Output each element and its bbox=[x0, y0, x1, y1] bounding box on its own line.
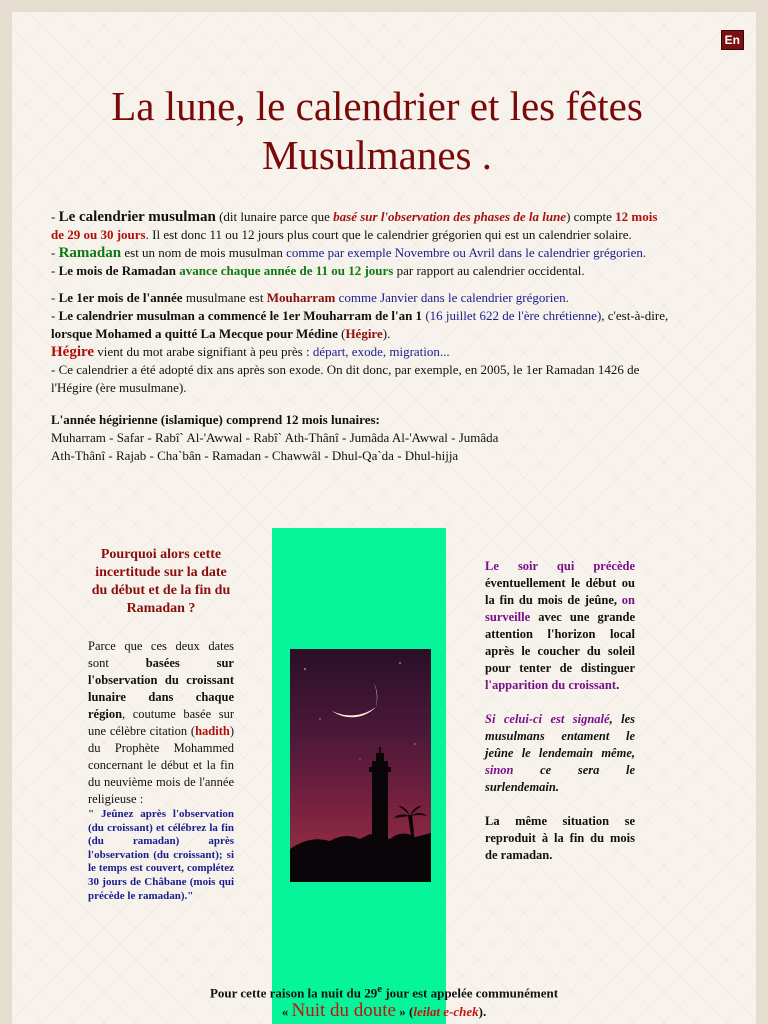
intro-text bbox=[51, 208, 669, 465]
months-heading: L'année hégirienne (islamique) comprend 12 mois lunaires: bbox=[51, 412, 380, 427]
term-first-month: Le 1er mois de l'année bbox=[58, 290, 183, 305]
page bbox=[12, 12, 756, 1024]
text: ). bbox=[382, 326, 391, 341]
term-hegire: Hégire bbox=[51, 344, 95, 360]
emphasis-lunar: basé sur l'observation des phases de la lune bbox=[333, 209, 567, 224]
text: jour est appelée communément bbox=[382, 985, 559, 1001]
advance-text: avance chaque année de 11 ou 12 jours bbox=[179, 263, 394, 278]
highlight: sinon bbox=[485, 763, 514, 777]
basis-text: basées sur l'observation du croissant lunaire dans chaque région bbox=[88, 656, 234, 721]
text: , coutume basée sur une célèbre citation ( bbox=[88, 707, 234, 738]
image-panel bbox=[272, 528, 446, 1024]
text: vient du mot arabe signifiant à peu près : bbox=[94, 344, 313, 359]
hadith-quote: " Jeûnez après l'observation (du croissant) et célébrez la fin (du ramadan) après l'observation (du croissant); si le temps est couvert, complétez 30 jours de Châbane (mois qui précède le ramadan)." bbox=[88, 808, 234, 902]
text: Pour cette raison la nuit du 29 bbox=[209, 985, 378, 1001]
minaret-silhouette-icon bbox=[290, 747, 431, 882]
text: , c'est-à-dire, bbox=[601, 308, 669, 323]
paragraph-advance bbox=[51, 262, 669, 280]
crescent-moon-minaret-image bbox=[290, 649, 431, 882]
question-heading: Pourquoi alors cette incertitude sur la date du début et de la fin du Ramadan ? bbox=[91, 547, 231, 616]
dash: - bbox=[51, 308, 59, 323]
crescent-icon bbox=[332, 707, 376, 717]
departure-text: lorsque Mohamed a quitté La Mecque pour Médine bbox=[51, 326, 338, 341]
language-english-button[interactable]: En bbox=[721, 30, 744, 50]
text: par rapport au calendrier occidental. bbox=[393, 263, 585, 278]
highlight: on surveille bbox=[485, 593, 635, 624]
dash: - bbox=[51, 245, 59, 260]
date-text: (16 juillet 622 de l'ère chrétienne) bbox=[425, 308, 602, 323]
dash: - bbox=[51, 263, 59, 278]
explanation-text bbox=[88, 638, 234, 808]
highlight: l'apparition du croissant bbox=[485, 678, 617, 692]
signal-paragraph bbox=[485, 711, 635, 796]
paragraph-calendar bbox=[51, 208, 669, 244]
months-list: Muharram - Safar - Rabî` Al-'Awwal - Rabî` Ath-Thânî - Jumâda Al-'Awwal - Jumâda Ath-Thânî - Rajab - Cha`bân - Ramadan - Chawwâl - Dhul-Qa`da - Dhul-hijja bbox=[51, 430, 499, 463]
text: . bbox=[616, 678, 620, 692]
term-ramadan: Ramadan bbox=[58, 245, 122, 261]
text: musulmane est bbox=[182, 290, 267, 305]
nuit-du-doute: Nuit du doute bbox=[291, 1000, 396, 1022]
left-column bbox=[88, 546, 234, 903]
text: « bbox=[281, 1004, 292, 1020]
paragraph-start bbox=[51, 307, 669, 343]
evening-paragraph bbox=[485, 558, 635, 694]
highlight: Si celui-ci est signalé bbox=[485, 712, 610, 726]
text: (dit lunaire parce que bbox=[215, 209, 334, 224]
footer-line-2 bbox=[12, 1002, 756, 1021]
text: ) du Prophète Mohammed concernant le début et la fin du neuvième mois de l'année religieuse : bbox=[88, 724, 234, 806]
text: . Il est donc 11 ou 12 jours plus court que le calendrier grégorien qui est un calendrier solaire. bbox=[145, 227, 632, 242]
text: ) compte bbox=[566, 209, 616, 224]
page-title: La lune, le calendrier et les fêtes Musulmanes . bbox=[111, 83, 643, 178]
dash: - bbox=[51, 290, 59, 305]
text: ce sera le surlendemain. bbox=[485, 763, 635, 794]
start-text: Le calendrier musulman a commencé le 1er Mouharram de l'an 1 bbox=[58, 308, 423, 323]
crescent-minaret-illustration bbox=[290, 649, 431, 882]
text: éventuellement le début ou la fin du mois de jeûne, bbox=[485, 576, 635, 607]
meaning-text: départ, exode, migration... bbox=[312, 344, 450, 359]
dash: - bbox=[51, 209, 59, 224]
superscript: e bbox=[377, 983, 383, 995]
term-mois-ramadan: Le mois de Ramadan bbox=[58, 263, 176, 278]
comparison-text: comme Janvier dans le calendrier grégorien. bbox=[338, 290, 569, 305]
highlight: Le soir qui précède bbox=[485, 559, 635, 573]
text: avec une grande attention l'horizon local après le coucher du soleil pour tenter de distinguer bbox=[485, 610, 635, 675]
paragraph-ramadan bbox=[51, 244, 669, 262]
mouharram: Mouharram bbox=[266, 290, 336, 305]
leilat-e-chek: leilat e-chek bbox=[413, 1004, 479, 1020]
paragraph-adopted: - Ce calendrier a été adopté dix ans après son exode. On dit donc, par exemple, en 2005, le 1er Ramadan 1426 de l'Hégire (ère musulmane). bbox=[51, 362, 640, 395]
text: , les musulmans entament le jeûne le lendemain même, bbox=[485, 712, 635, 760]
hegire-label: Hégire bbox=[345, 326, 383, 341]
paragraph-first-month bbox=[51, 289, 669, 307]
text: » ( bbox=[395, 1004, 414, 1020]
comparison-text: comme par exemple Novembre ou Avril dans le calendrier grégorien. bbox=[286, 245, 647, 260]
right-column bbox=[485, 558, 635, 864]
text: est un nom de mois musulman bbox=[121, 245, 287, 260]
months-count: 12 mois de 29 ou 30 jours bbox=[51, 209, 658, 242]
same-situation-paragraph: La même situation se reproduit à la fin du mois de ramadan. bbox=[485, 814, 635, 862]
paragraph-hegire bbox=[51, 343, 669, 361]
term-calendrier: Le calendrier musulman bbox=[58, 209, 216, 225]
footer-note bbox=[12, 980, 756, 1021]
footer-line-1 bbox=[12, 980, 756, 1002]
hadith-word: hadith bbox=[195, 724, 230, 738]
text: ( bbox=[337, 326, 346, 341]
text: ). bbox=[478, 1004, 487, 1020]
text: Parce que ces deux dates sont bbox=[88, 639, 234, 670]
